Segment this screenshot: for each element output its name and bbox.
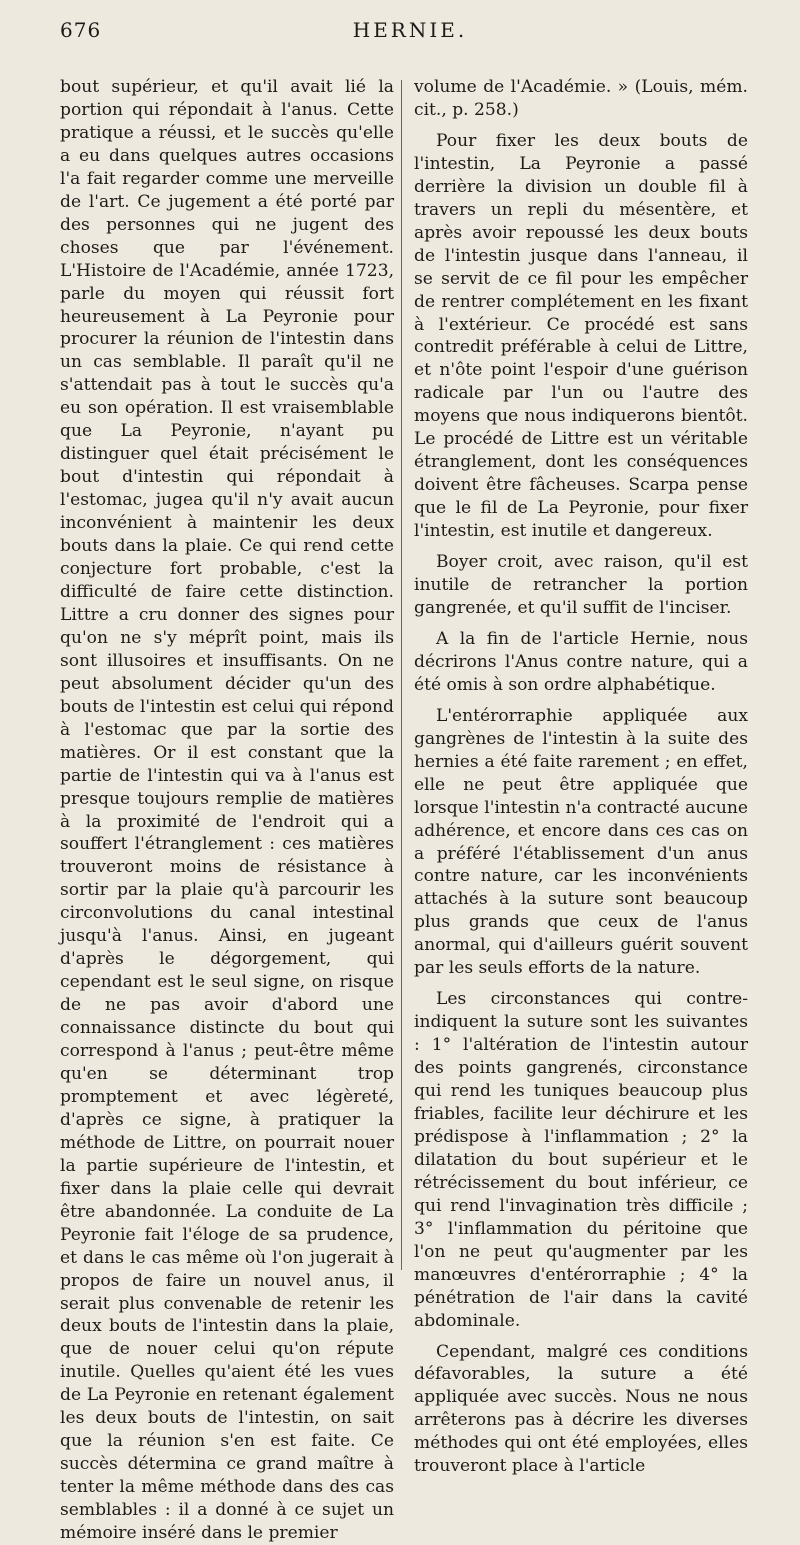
running-head: HERNIE. — [352, 18, 468, 42]
left-column — [60, 76, 394, 1545]
right-paragraph-5: L'entérorraphie appliquée aux gangrènes de l'intestin à la suite des hernies a été faite rarement ; en effet, elle ne peut être appliquée que lorsque l'intestin n'a contracté aucune adhérence, et encore dans ces cas on a préféré l'établissement d'un anus contre nature, car les inconvénients attachés à la suture sont beaucoup plus grands que ceux de l'anus anormal, qui d'ailleurs guérit souvent par les seuls efforts de la nature. — [414, 705, 748, 979]
column-divider — [401, 80, 402, 1270]
right-paragraph-6: Les circonstances qui contre-indiquent la suture sont les suivantes : 1° l'altération de l'intestin autour des points gangrenés, circonstance qui rend les tuniques beaucoup plus friables, facilite leur déchirure et les prédispose à l'inflammation ; 2° la dilatation du bout supérieur et le rétrécissement du bout inférieur, ce qui rend l'invagination très difficile ; 3° l'inflammation du péritoine que l'on ne peut qu'augmenter par les manœuvres d'entérorraphie ; 4° la pénétration de l'air dans la cavité abdominale. — [414, 989, 748, 1331]
right-paragraph-2: Pour fixer les deux bouts de l'intestin, La Peyronie a passé derrière la division un double fil à travers un repli du mésentère, et après avoir repoussé les deux bouts de l'intestin jusque dans l'anneau, il se servit de ce fil pour les empêcher de rentrer complétement en les fixant à l'extérieur. Ce procédé est sans contredit préférable à celui de Littre, et n'ôte point l'espoir d'une guérison radicale par l'un ou l'autre des moyens que nous indiquerons bientôt. Le procédé de Littre est un véritable étranglement, dont les conséquences doivent être fâcheuses. Scarpa pense que le fil de La Peyronie, pour fixer l'intestin, est inutile et dangereux. — [414, 130, 748, 542]
right-paragraph-1: volume de l'Académie. » (Louis, mém. cit., p. 258.) — [414, 77, 748, 120]
right-paragraph-3: Boyer croit, avec raison, qu'il est inutile de retrancher la portion gangrenée, et qu'il suffit de l'inciser. — [414, 552, 748, 618]
right-column — [414, 76, 748, 1478]
page-number: 676 — [60, 18, 102, 42]
left-paragraph-1: bout supérieur, et qu'il avait lié la portion qui répondait à l'anus. Cette pratique a réussi, et le succès qu'elle a eu dans quelques autres occasions l'a fait regarder comme une merveille de l'art. Ce jugement a été porté par des personnes qui ne jugent des choses que par l'événement. L'Histoire de l'Académie, année 1723, parle du moyen qui réussit fort heureusement à La Peyronie pour procurer la réunion de l'intestin dans un cas semblable. Il paraît qu'il ne s'attendait pas à tout le succès qu'a eu son opération. Il est vraisemblable que La Peyronie, n'ayant pu distinguer quel était précisément le bout d'intestin qui répondait à l'estomac, jugea qu'il n'y avait aucun inconvénient à maintenir les deux bouts dans la plaie. Ce qui rend cette conjecture fort probable, c'est la difficulté de faire cette distinction. Littre a cru donner des signes pour qu'on ne s'y méprît point, mais ils sont illusoires et insuffisants. On ne peut absolument décider qu'un des bouts de l'intestin est celui qui répond à l'estomac que par la sortie des matières. Or il est constant que la partie de l'intestin qui va à l'anus est presque toujours remplie de matières à la proximité de l'endroit qui a souffert l'étranglement : ces matières trouveront moins de résistance à sortir par la plaie qu'à parcourir les circonvolutions du canal intestinal jusqu'à l'anus. Ainsi, en jugeant d'après le dégorgement, qui cependant est le seul signe, on risque de ne pas avoir d'abord une connaissance distincte du bout qui correspond à l'anus ; peut-être même qu'en se déterminant trop promptement et avec légèreté, d'après ce signe, à pratiquer la méthode de Littre, on pourrait nouer la partie supérieure de l'intestin, et fixer dans la plaie celle qui devrait être abandonnée. La conduite de La Peyronie fait l'éloge de sa prudence, et dans le cas même où l'on jugerait à propos de faire un nouvel anus, il serait plus convenable de retenir les deux bouts de l'intestin dans la plaie, que de nouer celui qu'on répute inutile. Quelles qu'aient été les vues de La Peyronie en retenant également les deux bouts de l'intestin, on sait que la réunion s'en est faite. Ce succès détermina ce grand maître à tenter la même méthode dans des cas semblables : il a donné à ce sujet un mémoire inséré dans le premier — [60, 77, 394, 1544]
page-header — [60, 18, 760, 58]
right-paragraph-7: Cependant, malgré ces conditions défavorables, la suture a été appliquée avec succès. Nous ne nous arrêterons pas à décrire les diverses méthodes qui ont été employées, elles trouveront place à l'article — [414, 1341, 748, 1477]
right-paragraph-4: A la fin de l'article Hernie, nous décrirons l'Anus contre nature, qui a été omis à son ordre alphabétique. — [414, 628, 748, 695]
